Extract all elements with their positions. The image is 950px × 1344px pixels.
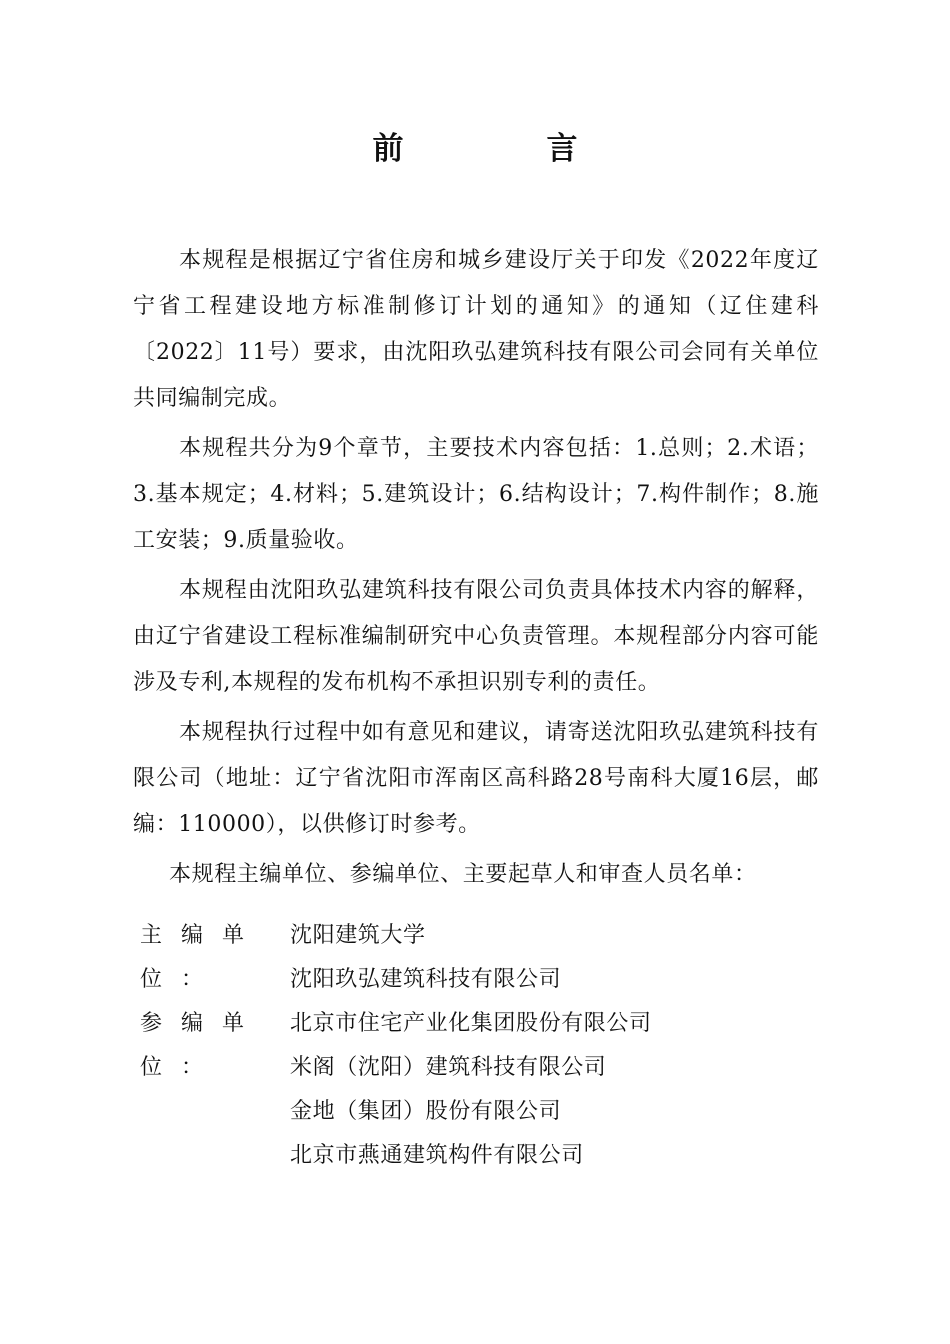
- participating-units-row: [140, 1002, 840, 1178]
- participating-units-label: 参 编 单 位 ：: [140, 1011, 250, 1080]
- preface-body: [133, 238, 819, 898]
- units-list: [140, 914, 840, 1178]
- participating-units-values: [290, 1002, 652, 1178]
- participating-unit-item: 北京市燕通建筑构件有限公司: [290, 1143, 584, 1168]
- paragraph-interpretation: 本规程由沈阳玖弘建筑科技有限公司负责具体技术内容的解释，由辽宁省建设工程标准编制研究中心负责管理。本规程部分内容可能涉及专利,本规程的发布机构不承担识别专利的责任。: [133, 578, 819, 695]
- paragraph-basis: 本规程是根据辽宁省住房和城乡建设厅关于印发《2022年度辽宁省工程建设地方标准制修订计划的通知》的通知（辽住建科〔2022〕11号）要求，由沈阳玖弘建筑科技有限公司会同有关单位共同编制完成。: [133, 248, 819, 411]
- chief-units-row: [140, 914, 840, 1002]
- paragraph-contents: 本规程共分为9个章节，主要技术内容包括：1.总则；2.术语；3.基本规定；4.材料；5.建筑设计；6.结构设计；7.构件制作；8.施工安装；9.质量验收。: [133, 436, 819, 553]
- units-list-intro: 本规程主编单位、参编单位、主要起草人和审查人员名单：: [169, 862, 757, 887]
- participating-unit-item: 米阁（沈阳）建筑科技有限公司: [290, 1055, 607, 1080]
- participating-unit-item: 金地（集团）股份有限公司: [290, 1099, 562, 1124]
- chief-unit-item: 沈阳建筑大学: [290, 923, 426, 948]
- chief-unit-item: 沈阳玖弘建筑科技有限公司: [290, 967, 562, 992]
- chief-units-values: [290, 914, 561, 1002]
- paragraph-feedback: 本规程执行过程中如有意见和建议，请寄送沈阳玖弘建筑科技有限公司（地址：辽宁省沈阳市浑南区高科路28号南科大厦16层，邮编：110000），以供修订时参考。: [133, 720, 819, 837]
- participating-unit-item: 北京市住宅产业化集团股份有限公司: [290, 1011, 652, 1036]
- page-title: 前 言: [372, 131, 634, 167]
- chief-units-label: 主 编 单 位 ：: [140, 923, 250, 992]
